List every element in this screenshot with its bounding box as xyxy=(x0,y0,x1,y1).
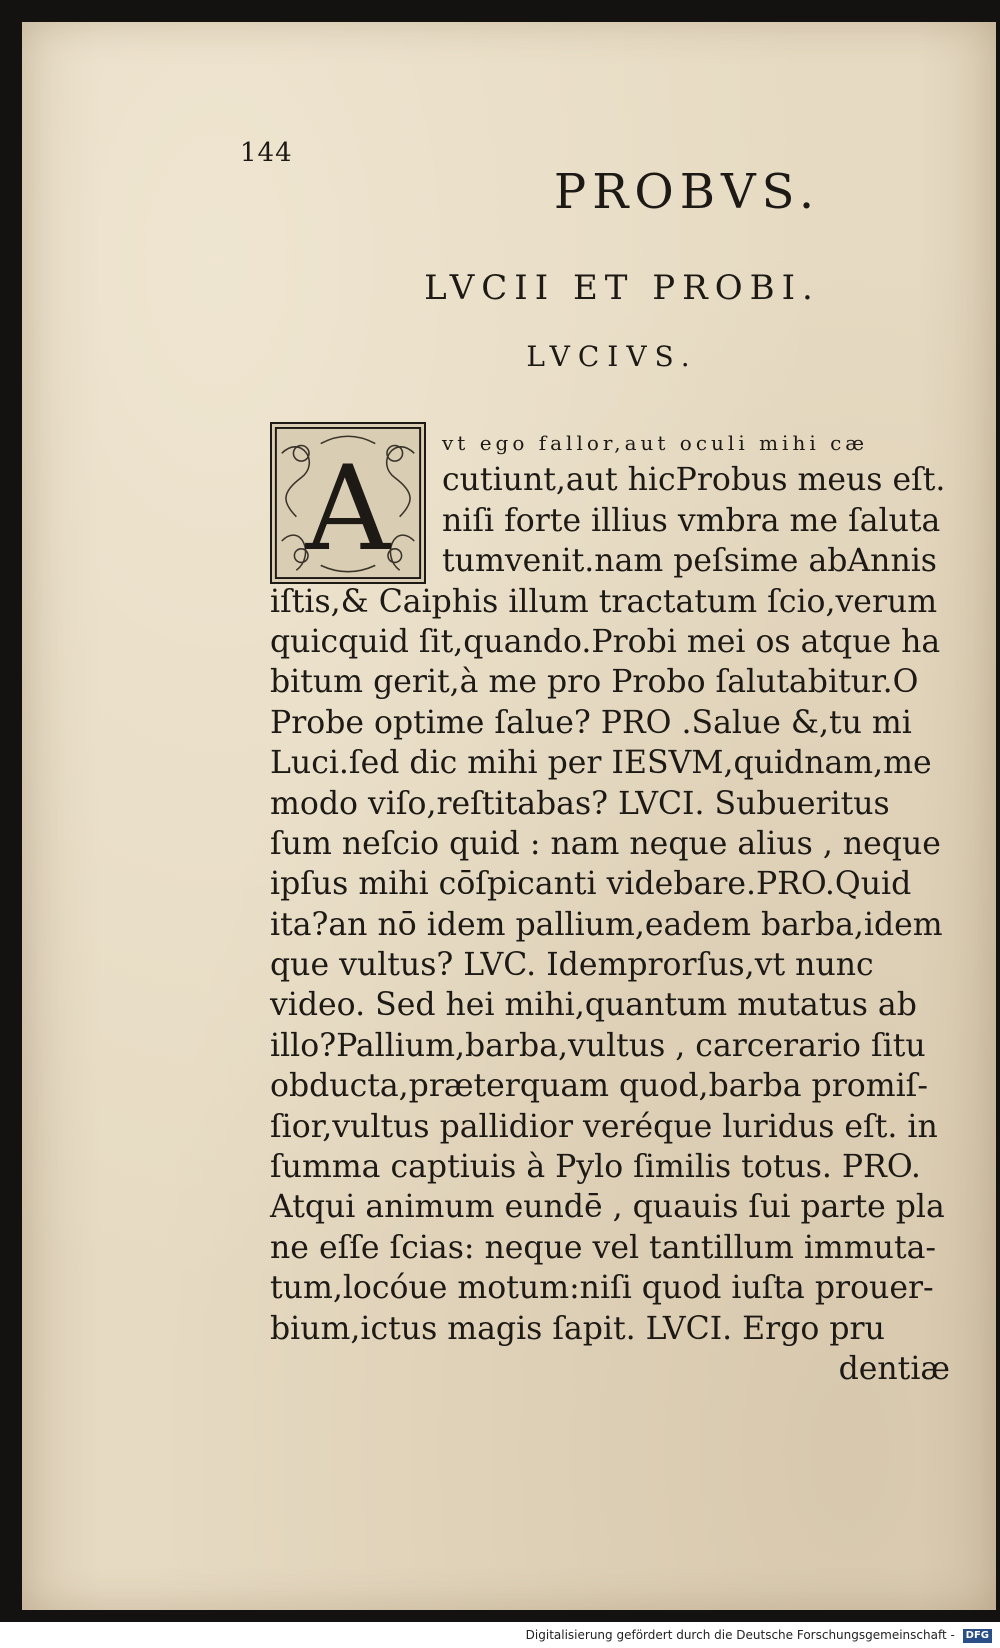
text-line: Atqui animum eundē , quauis ſui parte pla xyxy=(270,1189,945,1226)
text-line: que vultus? LVC. Idemprorſus,vt nunc xyxy=(270,947,874,984)
text-line: quicquid ſit,quando.Probi mei os atque ha xyxy=(270,623,941,660)
text-line: Probe optime ſalue? PRO .Salue &,tu mi xyxy=(270,704,912,741)
svg-text:A: A xyxy=(305,439,391,577)
text-line: Luci.ſed dic mihi per IESVM,quidnam,me xyxy=(270,745,932,782)
digitization-credit xyxy=(0,1622,1000,1648)
speaker-heading: LVCIVS. xyxy=(526,340,698,373)
text-line: ſum neſcio quid : nam neque alius , neque xyxy=(270,825,941,862)
text-line: bium,ictus magis ſapit. LVCI. Ergo pru xyxy=(270,1310,885,1347)
dialogue-title: LVCII ET PROBI. xyxy=(424,268,820,308)
running-head: PROBVS. xyxy=(553,164,821,220)
text-line: ſumma captiuis à Pylo ſimilis totus. PRO. xyxy=(270,1149,921,1186)
catchword: dentiæ xyxy=(838,1350,950,1387)
page-number: 144 xyxy=(240,138,293,168)
dfg-logo: DFG xyxy=(963,1629,992,1643)
text-line: obducta,præterquam quod,barba promiſ- xyxy=(270,1068,928,1105)
text-line: ita?an nō idem pallium,eadem barba,idem xyxy=(270,906,943,943)
text-line: vt ego fallor,aut oculi mihi cæ xyxy=(442,431,869,455)
text-line: niſi forte illius vmbra me ſaluta xyxy=(442,502,941,539)
text-line: ne eſſe ſcias: neque vel tantillum immuta- xyxy=(270,1229,937,1266)
text-line: cutiunt,aut hicProbus meus eſt. xyxy=(442,462,946,499)
text-line: ſior,vultus pallidior veréque luridus eſt. in xyxy=(270,1108,938,1145)
text-line: illo?Pallium,barba,vultus , carcerario ſitu xyxy=(270,1027,926,1064)
text-line: tumvenit.nam peſsime abAnnis xyxy=(442,543,937,580)
text-line: bitum gerit,à me pro Probo ſalutabitur.O xyxy=(270,664,919,701)
text-line: iſtis,& Caiphis illum tractatum ſcio,verum xyxy=(270,583,938,620)
credit-text: Digitalisierung gefördert durch die Deutsche Forschungsgemeinschaft - xyxy=(525,1628,955,1642)
book-page xyxy=(22,22,996,1610)
text-line: tum,locóue motum:niſi quod iuſta prouer- xyxy=(270,1270,934,1307)
text-line: modo viſo,reſtitabas? LVCI. Subueritus xyxy=(270,785,890,822)
body-text xyxy=(270,420,950,1389)
text-line: video. Sed hei mihi,quantum mutatus ab xyxy=(270,987,917,1024)
text-line: ipſus mihi cōſpicanti videbare.PRO.Quid xyxy=(270,866,912,903)
